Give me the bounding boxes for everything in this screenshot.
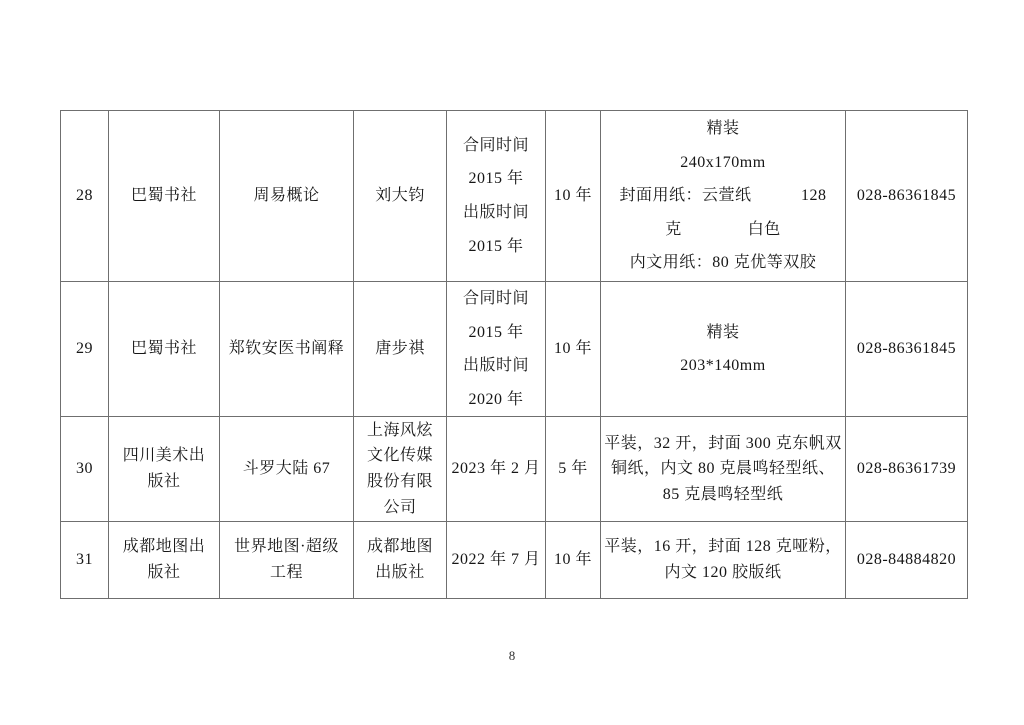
cell-no: 28 xyxy=(61,111,109,282)
cell-specs: 精装 203*140mm xyxy=(601,282,846,417)
cell-phone: 028-86361845 xyxy=(846,282,968,417)
cell-title: 斗罗大陆 67 xyxy=(220,417,354,522)
cell-phone: 028-86361739 xyxy=(846,417,968,522)
page-number: 8 xyxy=(508,648,516,663)
cell-title: 世界地图·超级 工程 xyxy=(220,522,354,599)
cell-time: 2023 年 2 月 xyxy=(447,417,546,522)
cell-author: 唐步祺 xyxy=(354,282,447,417)
cell-author: 刘大钧 xyxy=(354,111,447,282)
cell-duration: 10 年 xyxy=(546,282,601,417)
cell-specs: 平装，16 开，封面 128 克哑粉， 内文 120 胶版纸 xyxy=(601,522,846,599)
table-row xyxy=(61,522,968,599)
table-row xyxy=(61,417,968,522)
cell-author: 上海风炫 文化传媒 股份有限 公司 xyxy=(354,417,447,522)
cell-phone: 028-86361845 xyxy=(846,111,968,282)
cell-duration: 10 年 xyxy=(546,522,601,599)
cell-publisher: 四川美术出 版社 xyxy=(109,417,220,522)
cell-no: 30 xyxy=(61,417,109,522)
cell-duration: 10 年 xyxy=(546,111,601,282)
cell-title: 周易概论 xyxy=(220,111,354,282)
table-row xyxy=(61,282,968,417)
cell-no: 31 xyxy=(61,522,109,599)
cell-title: 郑钦安医书阐释 xyxy=(220,282,354,417)
cell-publisher: 成都地图出 版社 xyxy=(109,522,220,599)
cell-specs: 精装 240x170mm 封面用纸：云萱纸 128 克 白色 内文用纸：80 克优等双胶 xyxy=(601,111,846,282)
cell-phone: 028-84884820 xyxy=(846,522,968,599)
cell-no: 29 xyxy=(61,282,109,417)
cell-publisher: 巴蜀书社 xyxy=(109,111,220,282)
cell-time: 合同时间 2015 年 出版时间 2020 年 xyxy=(447,282,546,417)
publications-table xyxy=(60,110,968,599)
cell-specs: 平装，32 开，封面 300 克东帆双 铜纸，内文 80 克晨鸣轻型纸、 85 克晨鸣轻型纸 xyxy=(601,417,846,522)
cell-author: 成都地图 出版社 xyxy=(354,522,447,599)
cell-publisher: 巴蜀书社 xyxy=(109,282,220,417)
cell-time: 2022 年 7 月 xyxy=(447,522,546,599)
table-body xyxy=(61,111,968,599)
cell-time: 合同时间 2015 年 出版时间 2015 年 xyxy=(447,111,546,282)
table-row xyxy=(61,111,968,282)
cell-duration: 5 年 xyxy=(546,417,601,522)
